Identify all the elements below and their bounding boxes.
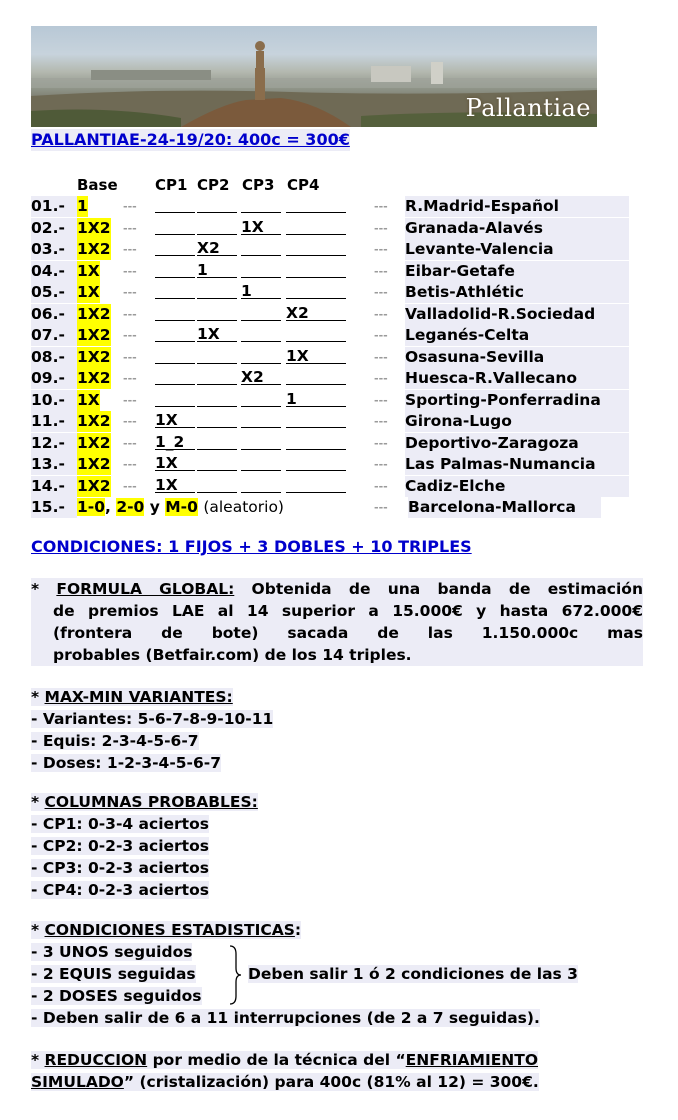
cp3-cell	[241, 411, 281, 428]
maxmin-heading: MAX-MIN VARIANTES:	[44, 688, 233, 706]
cp1-cell	[155, 196, 195, 213]
watermark-text: Pallantiae	[465, 94, 591, 122]
row-dashes: ---	[123, 351, 137, 364]
cp4-value: 1	[286, 390, 297, 408]
row-number: 04.-	[31, 261, 77, 282]
cp2-cell	[197, 282, 237, 299]
base-prediction: 1X	[77, 262, 100, 280]
pleno-sep-2: y	[149, 498, 160, 516]
base-prediction: 1X2	[77, 348, 111, 366]
row-number: 05.-	[31, 282, 77, 303]
cp3-value: 1X	[241, 218, 264, 236]
cp3-cell	[241, 476, 281, 493]
row-dashes: ---	[374, 501, 388, 514]
row-dashes: ---	[374, 415, 388, 428]
brace-icon	[228, 944, 242, 1006]
match-name: Eibar-Getafe	[405, 261, 629, 282]
estadisticas-heading: CONDICIONES ESTADISTICAS	[44, 921, 295, 939]
list-item-last: - Deben salir de 6 a 11 interrupciones (de 2 a 7 seguidas).	[31, 1009, 540, 1027]
reduccion-line-2: SIMULADO” (cristalización) para 400c (81% al 12) = 300€.	[31, 1073, 539, 1091]
base-prediction: 1X2	[77, 477, 111, 495]
cp1-cell	[155, 261, 195, 278]
row-dashes: ---	[123, 329, 137, 342]
base-prediction: 1X2	[77, 455, 111, 473]
maxmin-section	[31, 686, 273, 774]
cp4-value: 1X	[286, 347, 309, 365]
base-prediction: 1X2	[77, 219, 111, 237]
conditions-summary	[31, 536, 472, 558]
cp4-cell	[286, 304, 346, 321]
row-dashes: ---	[374, 308, 388, 321]
row-dashes: ---	[123, 415, 137, 428]
cp1-cell	[155, 304, 195, 321]
cp3-cell	[241, 433, 281, 450]
match-name: Las Palmas-Numancia	[405, 454, 629, 475]
cp2-cell	[197, 390, 237, 407]
table-row	[31, 411, 629, 432]
base-prediction: 1X	[77, 283, 100, 301]
cp3-value: X2	[241, 368, 264, 386]
columnas-heading-line: * COLUMNAS PROBABLES:	[31, 793, 258, 811]
match-name: Cadiz-Elche	[405, 476, 629, 497]
match-name: Girona-Lugo	[405, 411, 629, 432]
cp4-cell	[286, 282, 346, 299]
match-name: Leganés-Celta	[405, 325, 629, 346]
row-number: 08.-	[31, 347, 77, 368]
header-cp2: CP2	[197, 176, 230, 194]
table-row	[31, 433, 629, 454]
reduccion-section	[31, 1049, 539, 1093]
row-number: 01.-	[31, 196, 77, 217]
cp4-cell	[286, 390, 346, 407]
list-item: - 2 DOSES seguidos	[31, 987, 202, 1005]
cp2-value: X2	[197, 239, 220, 257]
row-number: 02.-	[31, 218, 77, 239]
cp2-cell	[197, 325, 237, 342]
match-name: Betis-Athlétic	[405, 282, 629, 303]
cp4-cell	[286, 218, 346, 235]
cp4-cell	[286, 411, 346, 428]
cp2-cell	[197, 304, 237, 321]
row-dashes: ---	[123, 437, 137, 450]
match-name: Granada-Alavés	[405, 218, 629, 239]
base-prediction: 1X2	[77, 326, 111, 344]
row-dashes: ---	[123, 200, 137, 213]
cp3-value: 1	[241, 282, 252, 300]
estadisticas-heading-line: * CONDICIONES ESTADISTICAS:	[31, 921, 302, 939]
cp3-cell	[241, 196, 281, 213]
formula-line-2: de premios LAE al 14 superior a 15.000€ y hasta 672.000€	[53, 602, 643, 620]
header-cp3: CP3	[242, 176, 275, 194]
row-number: 10.-	[31, 390, 77, 411]
row-dashes: ---	[123, 243, 137, 256]
base-prediction: 1X2	[77, 434, 111, 452]
header-cp4: CP4	[287, 176, 320, 194]
cp1-cell	[155, 433, 195, 450]
cp1-value: 1X	[155, 454, 178, 472]
row-number: 11.-	[31, 411, 77, 432]
row-dashes: ---	[123, 286, 137, 299]
match-name: Levante-Valencia	[405, 239, 629, 260]
list-item: - CP2: 0-2-3 aciertos	[31, 837, 209, 855]
row-dashes: ---	[123, 480, 137, 493]
list-item: - Variantes: 5-6-7-8-9-10-11	[31, 710, 274, 728]
cp2-cell	[197, 476, 237, 493]
brace-note: Deben salir 1 ó 2 condiciones de las 3	[248, 965, 578, 983]
formula-line-4: probables (Betfair.com) de los 14 triples.	[53, 646, 412, 664]
pleno-option-1: 1-0	[77, 498, 106, 516]
table-row	[31, 196, 629, 217]
row-dashes: ---	[374, 458, 388, 471]
match-name: Valladolid-R.Sociedad	[405, 304, 629, 325]
table-row	[31, 454, 629, 475]
list-item: - CP4: 0-2-3 aciertos	[31, 881, 209, 899]
cp1-value: 1X	[155, 476, 178, 494]
cp4-cell	[286, 368, 346, 385]
cp1-cell	[155, 347, 195, 364]
match-name: Deportivo-Zaragoza	[405, 433, 629, 454]
cp1-cell	[155, 282, 195, 299]
bullet: *	[31, 580, 40, 598]
conditions-text: CONDICIONES: 1 FIJOS + 3 DOBLES + 10 TRIPLES	[31, 537, 472, 556]
match-name: R.Madrid-Español	[405, 196, 629, 217]
columnas-section	[31, 791, 258, 901]
cp4-cell	[286, 239, 346, 256]
maxmin-heading-line: * MAX-MIN VARIANTES:	[31, 688, 233, 706]
row-number: 14.-	[31, 476, 77, 497]
cp3-cell	[241, 239, 281, 256]
base-prediction: 1X2	[77, 240, 111, 258]
row-dashes: ---	[374, 351, 388, 364]
cp4-value: X2	[286, 304, 309, 322]
row-dashes: ---	[123, 308, 137, 321]
match-name: Sporting-Ponferradina	[405, 390, 629, 411]
base-prediction: 1	[77, 197, 88, 215]
row-dashes: ---	[123, 372, 137, 385]
cp2-value: 1X	[197, 325, 220, 343]
pleno-option-3: M-0	[165, 498, 198, 516]
cp3-cell	[241, 325, 281, 342]
row-dashes: ---	[374, 372, 388, 385]
cp4-cell	[286, 454, 346, 471]
cp4-cell	[286, 325, 346, 342]
row-dashes: ---	[123, 458, 137, 471]
row-number: 12.-	[31, 433, 77, 454]
row-dashes: ---	[374, 394, 388, 407]
row-dashes: ---	[374, 480, 388, 493]
base-prediction: 1X2	[77, 369, 111, 387]
formula-global-section	[31, 578, 643, 666]
row-number: 13.-	[31, 454, 77, 475]
row-dashes: ---	[374, 222, 388, 235]
row-dashes: ---	[374, 265, 388, 278]
cp3-cell	[241, 368, 281, 385]
table-row	[31, 368, 629, 389]
cp3-cell	[241, 454, 281, 471]
list-item: - CP1: 0-3-4 aciertos	[31, 815, 209, 833]
row-number: 07.-	[31, 325, 77, 346]
list-item: - Doses: 1-2-3-4-5-6-7	[31, 754, 221, 772]
base-prediction: 1X2	[77, 305, 111, 323]
cp4-cell	[286, 476, 346, 493]
table-row	[31, 476, 629, 497]
base-prediction: 1X	[77, 391, 100, 409]
cp1-cell	[155, 368, 195, 385]
pleno-sep-1: ,	[105, 498, 111, 516]
cp2-cell	[197, 347, 237, 364]
formula-line-1	[31, 578, 643, 600]
row-dashes: ---	[123, 265, 137, 278]
cp1-value: 1_2	[155, 433, 185, 451]
base-prediction: 1X2	[77, 412, 111, 430]
cp3-cell	[241, 347, 281, 364]
table-row-pleno	[31, 497, 601, 518]
cp3-cell	[241, 304, 281, 321]
cp2-cell	[197, 239, 237, 256]
pleno-option-2: 2-0	[116, 498, 145, 516]
cp1-cell	[155, 476, 195, 493]
table-row	[31, 282, 629, 303]
header-base: Base	[77, 176, 118, 194]
row-dashes: ---	[374, 286, 388, 299]
row-number: 15.-	[31, 497, 77, 518]
row-number: 06.-	[31, 304, 77, 325]
row-dashes: ---	[374, 329, 388, 342]
formula-line-3: (frontera de bote) sacada de las 1.150.000c mas	[53, 624, 643, 642]
cp4-cell	[286, 433, 346, 450]
cp4-cell	[286, 347, 346, 364]
pleno-options	[77, 497, 284, 518]
cp1-cell	[155, 325, 195, 342]
cp2-cell	[197, 218, 237, 235]
table-row	[31, 390, 629, 411]
cp2-cell	[197, 196, 237, 213]
cp3-cell	[241, 218, 281, 235]
cp2-value: 1	[197, 261, 208, 279]
list-item: - CP3: 0-2-3 aciertos	[31, 859, 209, 877]
cp2-cell	[197, 368, 237, 385]
match-name: Barcelona-Mallorca	[408, 497, 601, 518]
row-dashes: ---	[123, 222, 137, 235]
match-name: Huesca-R.Vallecano	[405, 368, 629, 389]
row-dashes: ---	[123, 394, 137, 407]
row-number: 09.-	[31, 368, 77, 389]
cp1-cell	[155, 411, 195, 428]
list-item: - 2 EQUIS seguidas	[31, 965, 196, 983]
cp1-cell	[155, 239, 195, 256]
header-banner-image	[31, 26, 597, 127]
title-text: PALLANTIAE-24-19/20: 400c = 300€	[31, 130, 350, 149]
cp4-cell	[286, 261, 346, 278]
reduccion-line-1: * REDUCCION por medio de la técnica del “ENFRIAMIENTO	[31, 1051, 539, 1069]
table-row	[31, 239, 629, 260]
page-title	[31, 129, 350, 151]
cp3-cell	[241, 390, 281, 407]
match-name: Osasuna-Sevilla	[405, 347, 629, 368]
columnas-heading: COLUMNAS PROBABLES:	[44, 793, 258, 811]
row-dashes: ---	[374, 200, 388, 213]
table-row	[31, 261, 629, 282]
list-item: - Equis: 2-3-4-5-6-7	[31, 732, 199, 750]
header-cp1: CP1	[155, 176, 188, 194]
table-row	[31, 218, 629, 239]
cp1-cell	[155, 390, 195, 407]
table-row	[31, 304, 629, 325]
cp1-cell	[155, 218, 195, 235]
cp2-cell	[197, 411, 237, 428]
cp2-cell	[197, 454, 237, 471]
formula-heading: FORMULA GLOBAL:	[56, 580, 235, 598]
table-row	[31, 325, 629, 346]
cp1-cell	[155, 454, 195, 471]
row-number: 03.-	[31, 239, 77, 260]
cp3-cell	[241, 261, 281, 278]
cp3-cell	[241, 282, 281, 299]
cp2-cell	[197, 433, 237, 450]
formula-line-1-text: Obtenida de una banda de estimación	[251, 580, 643, 598]
row-dashes: ---	[374, 437, 388, 450]
cp2-cell	[197, 261, 237, 278]
cp4-cell	[286, 196, 346, 213]
row-dashes: ---	[374, 243, 388, 256]
cp1-value: 1X	[155, 411, 178, 429]
table-row	[31, 347, 629, 368]
list-item: - 3 UNOS seguidos	[31, 943, 193, 961]
pleno-note: (aleatorio)	[203, 498, 284, 516]
